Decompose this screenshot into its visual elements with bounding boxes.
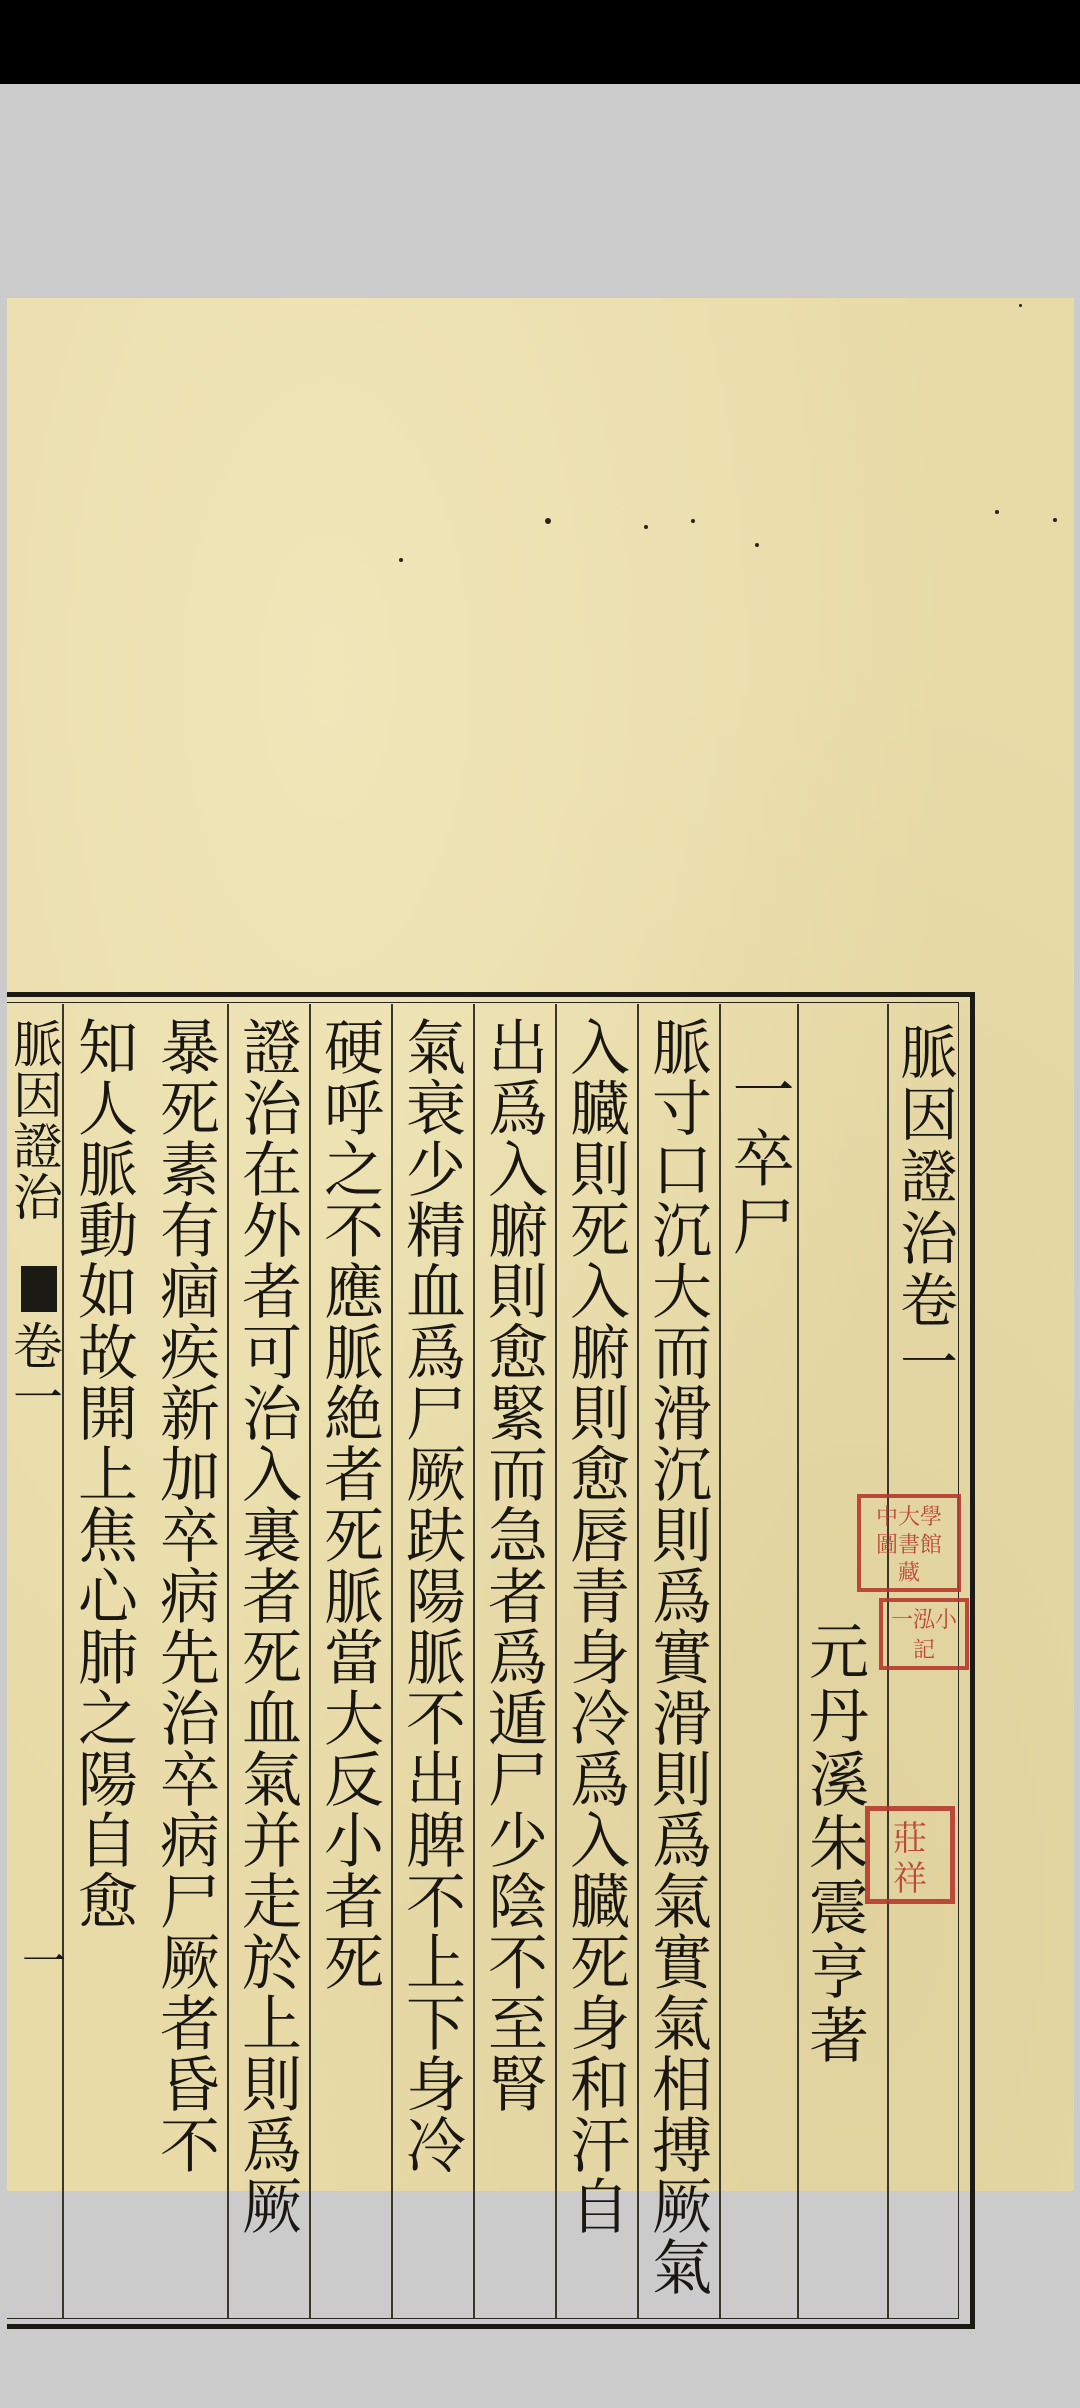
book-page (5, 298, 1074, 2297)
column-rule (555, 1004, 557, 2318)
body-column-3: 出爲入腑則愈緊而急者爲遁尸少陰不至腎 (478, 1016, 548, 2114)
name-seal: 莊祥 (865, 1806, 955, 1904)
ink-speck (545, 518, 551, 524)
status-bar (0, 0, 1080, 84)
ink-speck (691, 519, 695, 523)
ink-speck (1053, 518, 1057, 522)
body-column-5: 硬呼之不應脈絶者死脈當大反小者死 (314, 1016, 384, 1992)
collector-seal: 一泓小記 (879, 1598, 969, 1670)
column-rule (473, 1004, 475, 2318)
ink-speck (995, 510, 999, 514)
ink-speck (1019, 304, 1022, 307)
author-line: 元丹溪朱震亨著 (799, 1620, 869, 2068)
column-rule (309, 1004, 311, 2318)
body-column-7: 暴死素有痼疾新加卒病先治卒病尸厥者昏不 (150, 1016, 220, 2175)
fish-tail-mark (21, 1266, 57, 1312)
column-rule (637, 1004, 639, 2318)
body-column-8: 知人脈動如故開上焦心肺之陽自愈 (68, 1016, 138, 1931)
section-title: 一卒尸 (722, 1058, 795, 1262)
ink-speck (644, 525, 648, 529)
column-rule (227, 1004, 229, 2318)
library-seal: 中大學圖書館藏 (857, 1494, 961, 1592)
ink-speck (399, 558, 403, 562)
body-column-1: 脈寸口沉大而滑沉則爲實滑則爲氣實氣相搏厥氣 (642, 1016, 712, 2297)
margin-page-number: 一 (14, 1938, 65, 1983)
body-column-4: 氣衰少精血爲尸厥趺陽脈不出脾不上下身冷 (396, 1016, 466, 2175)
margin-volume: 卷一 (5, 1320, 63, 1422)
column-rule (719, 1004, 721, 2318)
body-column-6: 證治在外者可治入裏者死血氣并走於上則爲厥 (232, 1016, 302, 2236)
margin-title: 脈因證治 (5, 1018, 63, 1222)
body-column-2: 入臓則死入腑則愈唇青身冷爲入臓死身和汗自 (560, 1016, 630, 2236)
ink-speck (755, 543, 759, 547)
book-title: 脈因證治卷一 (890, 1022, 958, 1394)
column-rule (391, 1004, 393, 2318)
